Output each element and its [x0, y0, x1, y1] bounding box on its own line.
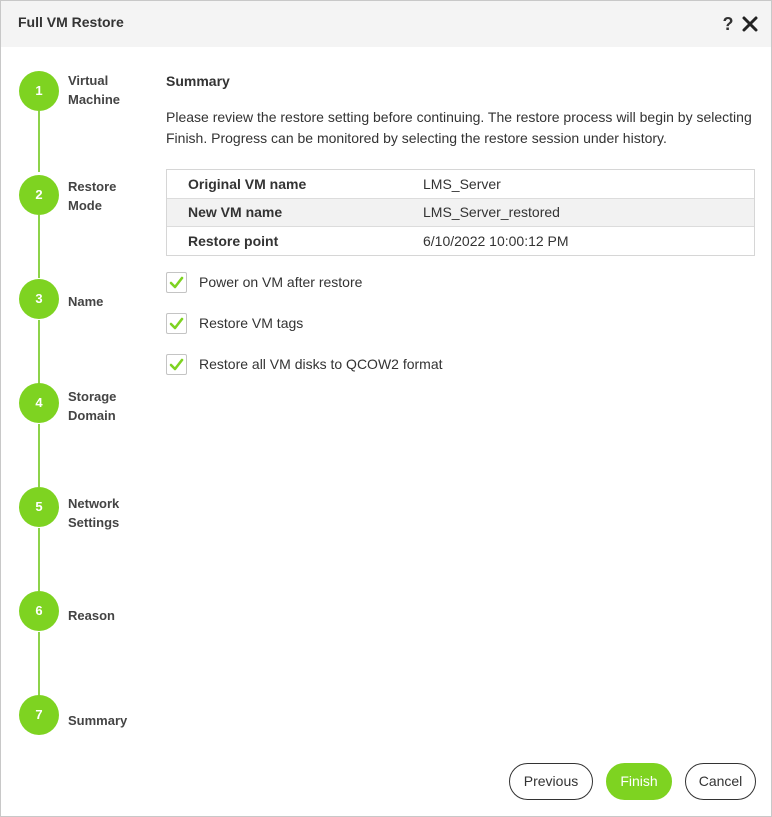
step-label-line: Settings	[68, 515, 120, 530]
wizard-steps	[1, 47, 151, 747]
checkmark-icon	[167, 355, 186, 374]
close-icon[interactable]	[741, 15, 759, 33]
checkmark-icon	[167, 273, 186, 292]
row-value: LMS_Server	[423, 176, 501, 192]
step-connector	[38, 632, 40, 696]
finish-button[interactable]: Finish	[606, 763, 672, 800]
checkbox[interactable]	[166, 313, 187, 334]
dialog-title: Full VM Restore	[18, 14, 124, 30]
previous-button[interactable]: Previous	[509, 763, 593, 800]
step-connector	[38, 528, 40, 591]
row-value: LMS_Server_restored	[423, 204, 560, 220]
step-1-circle[interactable]: 1	[19, 71, 59, 111]
step-6-label[interactable]	[68, 606, 148, 625]
step-label-line: Restore	[68, 179, 117, 194]
restore-tags-option[interactable]	[166, 313, 566, 335]
step-4-circle[interactable]: 4	[19, 383, 59, 423]
step-label-line: Mode	[68, 198, 102, 213]
step-7-label[interactable]	[68, 711, 148, 730]
step-7-circle[interactable]: 7	[19, 695, 59, 735]
qcow2-format-option[interactable]	[166, 354, 566, 376]
step-label-line: Domain	[68, 408, 116, 423]
dialog-titlebar	[1, 1, 771, 47]
row-key: Restore point	[188, 233, 279, 249]
cancel-button[interactable]: Cancel	[685, 763, 756, 800]
help-icon[interactable]: ?	[722, 14, 734, 34]
step-connector	[38, 320, 40, 384]
step-2-circle[interactable]: 2	[19, 175, 59, 215]
step-3-label[interactable]	[68, 292, 148, 311]
checkbox[interactable]	[166, 272, 187, 293]
option-label: Restore VM tags	[199, 315, 304, 331]
step-label-line: Network	[68, 496, 120, 511]
section-title: Summary	[166, 73, 230, 89]
row-value: 6/10/2022 10:00:12 PM	[423, 233, 569, 249]
table-row	[167, 227, 754, 256]
step-connector	[38, 215, 40, 278]
option-label: Restore all VM disks to QCOW2 format	[199, 356, 443, 372]
step-4-label[interactable]	[68, 387, 148, 425]
checkbox[interactable]	[166, 354, 187, 375]
table-row	[167, 170, 754, 199]
step-6-circle[interactable]: 6	[19, 591, 59, 631]
step-label-line: Name	[68, 294, 104, 309]
row-key: New VM name	[188, 204, 283, 220]
step-1-label[interactable]	[68, 71, 148, 109]
step-connector	[38, 424, 40, 487]
table-row	[167, 198, 754, 227]
step-label-line: Reason	[68, 608, 115, 623]
step-connector	[38, 111, 40, 172]
step-2-label[interactable]	[68, 177, 148, 215]
checkmark-icon	[167, 314, 186, 333]
summary-description: Please review the restore setting before continuing. The restore process will begin by selecting Finish. Progress can be monitored by selecting the restore session under history.	[166, 109, 752, 146]
step-label-line: Machine	[68, 92, 121, 107]
option-label: Power on VM after restore	[199, 274, 363, 290]
step-3-circle[interactable]: 3	[19, 279, 59, 319]
step-label-line: Summary	[68, 713, 128, 728]
power-on-option[interactable]	[166, 272, 566, 294]
step-5-circle[interactable]: 5	[19, 487, 59, 527]
step-label-line: Virtual	[68, 73, 109, 88]
step-5-label[interactable]	[68, 494, 148, 532]
summary-table	[166, 169, 755, 256]
step-label-line: Storage	[68, 389, 117, 404]
row-key: Original VM name	[188, 176, 307, 192]
